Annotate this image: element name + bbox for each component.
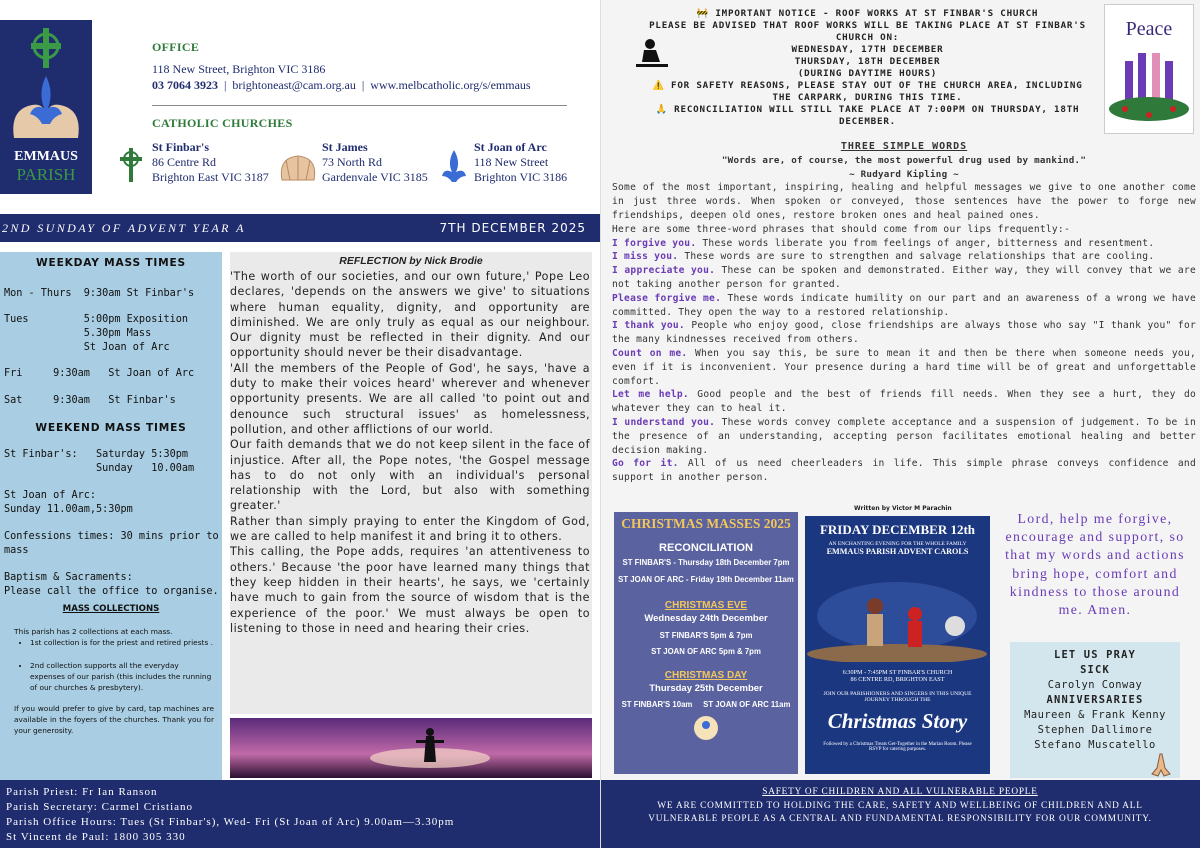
collections-block — [14, 626, 214, 736]
weekend-heading: WEEKEND MASS TIMES — [35, 422, 187, 434]
roof-works-notice — [640, 8, 1095, 128]
christmas-day-date: Thursday 25th December — [649, 683, 763, 694]
weekday-row: Sat 9:30am St Finbar's — [4, 395, 176, 406]
reflection-body — [230, 267, 592, 636]
footer-line: Parish Secretary: Carmel Cristiano — [6, 801, 194, 813]
weekend-row: Sunday 10.00am — [4, 463, 195, 474]
separator: | — [224, 78, 227, 92]
weekday-heading: WEEKDAY MASS TIMES — [36, 257, 186, 269]
reflection-paragraph: 'The worth of our societies, and our own future,' Pope Leo declares, 'depends on the answers we give' to situations where human equality, dignity, and opportunity are diminished. We are only truly as equal as our neighbour. Our dignity must be reflected in their dignity. And our opportunity should never be their disadvantage. — [230, 270, 590, 360]
banner-title: 2ND SUNDAY OF ADVENT YEAR A — [2, 221, 246, 235]
article-quote-author: ~ Rudyard Kipling ~ — [849, 168, 959, 180]
child-safety-title: SAFETY OF CHILDREN AND ALL VULNERABLE PEOPLE — [762, 787, 1038, 797]
notice-line: ⚠️ FOR SAFETY REASONS, PLEASE STAY OUT OF THE CHURCH AREA, INCLUDING THE CARPARK, DURING THIS TIME. — [652, 80, 1083, 103]
banner-date: 7TH DECEMBER 2025 — [439, 221, 586, 235]
reflection-title: REFLECTION by Nick Brodie — [339, 255, 483, 267]
child-safety-text: WE ARE COMMITTED TO HOLDING THE CARE, SAFETY AND WELLBEING OF CHILDREN AND ALL VULNERABLE PEOPLE AS A CENTRAL AND FUNDAMENTAL RESPONSIBILITY FOR OUR COMMUNITY. — [648, 800, 1152, 824]
carols-note: Followed by a Christmas Treats Get-Together in the Marian Room. Please RSVP for catering purposes. — [823, 742, 972, 752]
fleur-de-lis-cross-icon — [0, 20, 92, 194]
church-street: 73 North Rd — [322, 155, 382, 169]
weekday-row: St Joan of Arc — [4, 342, 170, 353]
christmas-day-time: ST FINBAR'S 10am ST JOAN OF ARC 11am — [621, 700, 791, 709]
nativity-icon — [686, 713, 726, 743]
word-item — [612, 264, 1196, 292]
anniversary-name: Stefano Muscatello — [1034, 739, 1156, 751]
logo-line2: PARISH — [16, 165, 76, 184]
parish-logo — [0, 20, 92, 194]
footer-line: Parish Office Hours: Tues (St Finbar's), Wed- Fri (St Joan of Arc) 9.00am—3.30pm — [6, 816, 455, 828]
word-phrase: I miss you. — [612, 251, 679, 263]
word-item — [612, 250, 1196, 264]
office-contact — [152, 77, 582, 93]
fleur-de-lis-icon — [440, 148, 468, 184]
scallop-shell-icon — [278, 152, 318, 184]
weekend-row: mass — [4, 545, 29, 556]
church-name: St Joan of Arc — [474, 140, 547, 154]
christmas-eve-time: ST JOAN OF ARC 5pm & 7pm — [651, 647, 761, 656]
reflection-paragraph: Our faith demands that we do not keep silent in the face of injustice. After all, the Pope notes, 'the Gospel message has to do not only with an individual's personal relationship with the Lord, but also with something greater.' — [230, 438, 590, 513]
reconciliation-time: ST FINBAR'S - Thursday 18th December 7pm — [622, 558, 790, 567]
word-text: When you say this, be sure to mean it and then be there when someone needs you, even if it is inconvenient. Your presence during a hard time will be of great and unforgettable comfort. — [612, 347, 1197, 387]
church-street: 118 New Street — [474, 155, 549, 169]
sick-heading: SICK — [1080, 664, 1110, 676]
reflection-paragraph: Rather than simply praying to enter the Kingdom of God, we are called to help manifest it and bring it to others. — [230, 514, 590, 544]
church-suburb: Brighton VIC 3186 — [474, 170, 568, 184]
notice-line: 🚧 IMPORTANT NOTICE - ROOF WORKS AT ST FINBAR'S CHURCH — [696, 8, 1039, 19]
reflection-image — [230, 718, 592, 778]
weekend-row: St Joan of Arc: — [4, 490, 97, 501]
office-website[interactable]: www.melbcatholic.org/s/emmaus — [370, 78, 531, 92]
notice-line: (DURING DAYTIME HOURS) — [797, 68, 938, 79]
notice-line: 🙏 RECONCILIATION WILL STILL TAKE PLACE AT 7:00PM ON THURSDAY, 18TH DECEMBER. — [655, 104, 1080, 127]
weekday-row: Fri 9:30am St Joan of Arc — [4, 368, 195, 379]
word-phrase: I forgive you. — [612, 237, 697, 249]
word-item — [612, 292, 1196, 320]
collection-item: • 2nd collection supports all the everyday expenses of our parish (this includes the running of our churches & presbytery). — [30, 660, 214, 693]
footer-line: Parish Priest: Fr Ian Ranson — [6, 786, 158, 798]
sunday-banner — [0, 214, 600, 242]
church-name: St James — [322, 140, 368, 154]
word-phrase: Count on me. — [612, 347, 688, 359]
sick-name: Carolyn Conway — [1047, 679, 1143, 691]
collections-card-note: If you would prefer to give by card, tap machines are available in the foyers of the churches. Thank you for your generosity. — [14, 704, 214, 735]
weekend-row: Baptism & Sacraments: — [4, 572, 133, 583]
christmas-eve-heading: CHRISTMAS EVE — [664, 600, 748, 611]
mass-times-sidebar — [0, 252, 222, 780]
advent-wreath-image — [1104, 4, 1194, 134]
word-item — [612, 319, 1196, 347]
notice-line: THURSDAY, 18TH DECEMBER — [794, 56, 941, 67]
word-phrase: I appreciate you. — [612, 265, 716, 277]
word-item — [612, 388, 1196, 416]
church-name: St Finbar's — [152, 140, 210, 154]
word-text: These words indicate humility on our part and an awareness of a wrong we have committed. They open the way to a restored relationship. — [612, 292, 1197, 318]
office-email[interactable]: brightoneast@cam.org.au — [232, 78, 356, 92]
office-heading: OFFICE — [152, 40, 200, 54]
notice-line: WEDNESDAY, 17TH DECEMBER — [791, 44, 944, 55]
article-lead: Here are some three-word phrases that should come from our lips frequently:- — [612, 223, 1070, 235]
notice-line: PLEASE BE ADVISED THAT ROOF WORKS WILL BE TAKING PLACE AT ST FINBAR'S CHURCH ON: — [649, 20, 1086, 43]
reflection-panel — [230, 252, 592, 714]
reflection-paragraph: This calling, the Pope adds, requires 'an attentiveness to others.' Because 'the poor have learned many things that they keep hidden in their hearts', he says, we 'certainly have much to gain from the source of wisdom that is the experience of the poor.' We must always be open to listening to those in need and hearing their cries. — [230, 545, 590, 635]
weekend-row: St Finbar's: Saturday 5:30pm — [4, 449, 189, 460]
reconciliation-time: ST JOAN OF ARC - Friday 19th December 11am — [618, 575, 794, 584]
word-text: Good people and the best of friends fill needs. When they see a hurt, they do whatever they can to heal it. — [612, 389, 1197, 415]
construction-worker-icon — [634, 36, 670, 72]
weekday-row: Tues 5:00pm Exposition — [4, 314, 189, 325]
article-quote: "Words are, of course, the most powerful drug used by mankind." — [721, 154, 1087, 166]
church-suburb: Gardenvale VIC 3185 — [322, 170, 428, 184]
divider-line — [152, 105, 567, 106]
carols-date: FRIDAY DECEMBER 12th — [819, 522, 976, 537]
christmas-masses-poster — [614, 512, 798, 774]
carols-time: 6:30PM - 7:45PM ST FINBAR'S CHURCH — [842, 669, 953, 676]
christmas-eve-date: Wednesday 24th December — [644, 613, 768, 624]
word-text: All of us need cheerleaders in life. This simple phrase conveys confidence and support in another person. — [612, 458, 1196, 484]
carols-join: JOIN OUR PARISHIONERS AND SINGERS IN THIS UNIQUE JOURNEY THROUGH THE — [823, 691, 972, 703]
reflection-paragraph: 'All the members of the People of God', he says, 'have a duty to make their voices heard' wherever and whenever opportunity presents. We are all called 'to point out and denounce such structural issues' as homelessness, pollution, and other afflictions of our world. — [230, 361, 590, 436]
carols-title: EMMAUS PARISH ADVENT CAROLS — [826, 547, 969, 556]
pray-heading: LET US PRAY — [1053, 649, 1136, 661]
christmas-eve-time: ST FINBAR'S 5pm & 7pm — [659, 631, 753, 640]
word-text: These words convey complete acceptance and a suspension of judgement. To be in the presence of an understanding, accepting person facilitates emotional healing and better decision making. — [612, 416, 1196, 456]
collection-item: • 1st collection is for the priest and retired priests . — [30, 637, 214, 648]
word-item — [612, 457, 1196, 485]
word-text: These words liberate you from feelings of anger, bitterness and resentment. — [696, 237, 1155, 249]
church-suburb: Brighton East VIC 3187 — [152, 170, 269, 184]
prayer-text: Lord, help me forgive, encourage and support, so that my words and actions bring hope, comfort and kindness to those around me. Amen. — [1005, 511, 1185, 618]
word-phrase: I understand you. — [612, 416, 716, 428]
article-title: THREE SIMPLE WORDS — [840, 141, 968, 152]
church-st-james — [278, 140, 428, 185]
word-text: People who enjoy good, close friendships are always those who say "I thank you" for the many kindnesses received from others. — [612, 320, 1196, 346]
weekend-row: Please call the office to organise. — [4, 586, 219, 597]
anniversaries-heading: ANNIVERSARIES — [1046, 694, 1144, 706]
peace-label: Peace — [1125, 18, 1173, 40]
church-street: 86 Centre Rd — [152, 155, 216, 169]
anniversary-name: Maureen & Frank Kenny — [1024, 709, 1166, 721]
collections-heading: MASS COLLECTIONS — [62, 604, 160, 614]
word-item — [612, 416, 1196, 457]
word-phrase: I thank you. — [612, 320, 685, 332]
page-divider — [600, 0, 601, 848]
office-info — [152, 40, 582, 131]
parish-contacts-footer — [0, 780, 600, 848]
carols-subtitle: AN ENCHANTING EVENING FOR THE WHOLE FAMILY — [828, 541, 967, 547]
footer-line: St Vincent de Paul: 1800 305 330 — [6, 831, 186, 843]
celtic-cross-icon — [118, 148, 144, 182]
reconciliation-heading: RECONCILIATION — [659, 542, 753, 554]
carols-place: 86 CENTRE RD, BRIGHTON EAST — [850, 676, 945, 683]
weekday-row: Mon - Thurs 9:30am St Finbar's — [4, 288, 195, 299]
weekday-row: 5.30pm Mass — [4, 328, 152, 339]
masses-title: CHRISTMAS MASSES 2025 — [621, 516, 791, 531]
word-phrase: Let me help. — [612, 389, 689, 401]
word-text: These can be spoken and demonstrated. Either way, they will convey that we are not taking another person for granted. — [612, 265, 1196, 290]
separator: | — [361, 78, 365, 92]
word-item — [612, 347, 1196, 388]
word-item — [612, 237, 1196, 251]
carols-story: Christmas Story — [827, 709, 968, 733]
anniversary-name: Stephen Dallimore — [1037, 724, 1153, 736]
weekend-row: Sunday 11.00am,5:30pm — [4, 504, 133, 515]
article-intro: Some of the most important, inspiring, healing and helpful messages we give to one another come in just three words. When spoken or conveyed, those sentences have the power to forge new friendships, deepen old ones, restore broken ones and heal pained ones. — [612, 182, 1196, 221]
churches-heading: CATHOLIC CHURCHES — [152, 116, 293, 130]
nativity-scene-image — [805, 556, 990, 662]
office-phone[interactable]: 03 7064 3923 — [152, 78, 218, 92]
collections-intro: This parish has 2 collections at each mass. — [14, 627, 173, 636]
word-phrase: Please forgive me. — [612, 292, 722, 304]
word-phrase: Go for it. — [612, 458, 679, 470]
article-author: Written by Victor M Parachin — [854, 505, 952, 512]
praying-hands-icon — [1148, 752, 1174, 778]
office-address: 118 New Street, Brighton VIC 3186 — [152, 62, 326, 76]
logo-line1: EMMAUS — [14, 149, 78, 164]
church-st-finbars — [118, 140, 269, 185]
christmas-day-heading: CHRISTMAS DAY — [664, 670, 748, 681]
church-st-joan-of-arc — [440, 140, 567, 185]
weekend-row: Confessions times: 30 mins prior to — [4, 531, 219, 542]
three-simple-words-article — [612, 140, 1196, 485]
advent-carols-poster — [805, 516, 990, 774]
child-safety-footer — [600, 780, 1200, 848]
word-text: These words are sure to strengthen and salvage relationships that are cooling. — [678, 251, 1155, 263]
